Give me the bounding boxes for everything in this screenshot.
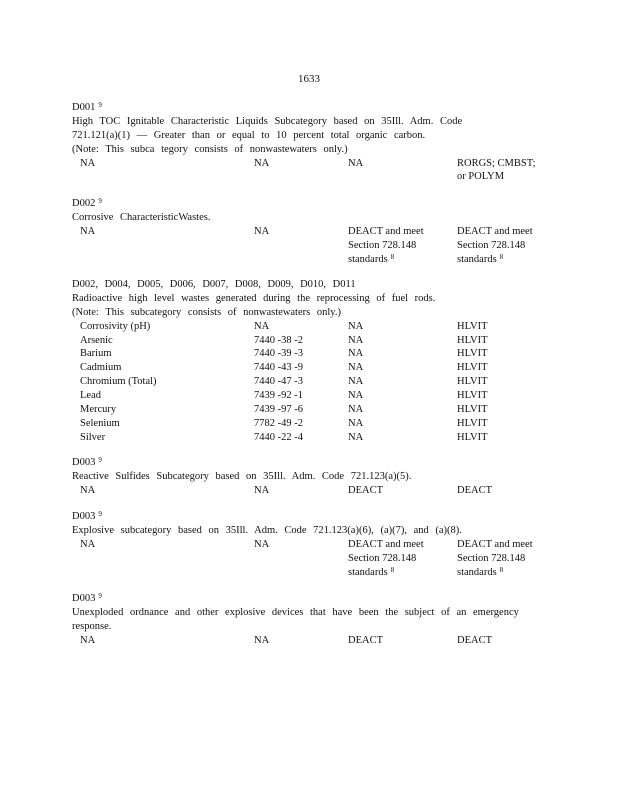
nonwastewater-standard: HLVIT bbox=[457, 362, 488, 374]
standards-row bbox=[72, 225, 552, 267]
constituent-row bbox=[72, 334, 552, 348]
waste-code: D003 $^9$ bbox=[72, 456, 102, 468]
section-d003-unexploded bbox=[72, 592, 552, 648]
wastewater-cas: NA bbox=[80, 538, 96, 550]
cas-number: NA bbox=[254, 225, 270, 237]
standards-row bbox=[72, 157, 552, 185]
description-line: Corrosive CharacteristicWastes. bbox=[72, 211, 211, 223]
description-line: Unexploded ordnance and other explosive devices that have been the subject of an emergency bbox=[72, 606, 519, 618]
standards-row bbox=[72, 484, 552, 498]
constituent-row bbox=[72, 320, 552, 334]
constituent-name: Arsenic bbox=[80, 334, 113, 346]
nonwastewater-standard: HLVIT bbox=[457, 334, 488, 346]
waste-code: D002, D004, D005, D006, D007, D008, D009, D010, D011 bbox=[72, 279, 356, 290]
cas-number: NA bbox=[254, 157, 270, 169]
cas-number: NA bbox=[254, 484, 270, 496]
footnote-marker: 8 bbox=[390, 252, 395, 261]
section-d003-explosive bbox=[72, 510, 552, 580]
wastewater-cas: NA bbox=[80, 484, 96, 496]
nonwastewater-standard: DEACT bbox=[457, 484, 492, 496]
constituent-name: Cadmium bbox=[80, 362, 122, 374]
cas-number: 7439 -92 -1 bbox=[254, 390, 303, 402]
constituent-name: Mercury bbox=[80, 404, 117, 416]
constituent-name: Lead bbox=[80, 390, 101, 402]
waste-code: D001 $^9$ bbox=[72, 101, 102, 113]
nonwastewater-standard: RORGS; CMBST; or POLYM bbox=[457, 157, 536, 183]
footnote-marker: 9 bbox=[98, 456, 102, 464]
footnote-marker: 9 bbox=[98, 101, 102, 109]
cas-number: 7440 -22 -4 bbox=[254, 431, 303, 443]
wastewater-cas: NA bbox=[80, 157, 96, 169]
wastewater-standard: NA bbox=[348, 390, 364, 402]
waste-code: D003 $^9$ bbox=[72, 510, 102, 522]
constituent-name: Chromium (Total) bbox=[80, 376, 157, 388]
description-line: response. bbox=[72, 620, 112, 632]
page-number: 1633 bbox=[298, 73, 320, 85]
description-line: (Note: This subca tegory consists of nonwastewaters only.) bbox=[72, 143, 348, 155]
wastewater-standard: NA bbox=[348, 404, 364, 416]
footnote-marker: 8 bbox=[390, 565, 395, 574]
description-line: Reactive Sulfides Subcategory based on 35Ill. Adm. Code 721.123(a)(5). bbox=[72, 470, 412, 482]
waste-code: D002 $^9$ bbox=[72, 197, 102, 209]
constituent-row bbox=[72, 361, 552, 375]
wastewater-standard: NA bbox=[348, 376, 364, 388]
wastewater-standard: DEACT bbox=[348, 634, 383, 646]
wastewater-cas: NA bbox=[80, 225, 96, 237]
cas-number: NA bbox=[254, 538, 270, 550]
cas-number: 7440 -38 -2 bbox=[254, 334, 303, 346]
cas-number: NA bbox=[254, 320, 270, 332]
nonwastewater-standard: HLVIT bbox=[457, 431, 488, 443]
constituent-name: Silver bbox=[80, 431, 106, 443]
section-radioactive bbox=[72, 278, 552, 445]
footnote-marker: 9 bbox=[98, 592, 102, 600]
nonwastewater-standard: DEACT and meet Section 728.148 standards $^8$ bbox=[457, 538, 533, 578]
wastewater-standard: NA bbox=[348, 320, 364, 332]
footnote-marker: 8 bbox=[499, 252, 504, 261]
wastewater-standard: DEACT bbox=[348, 484, 383, 496]
nonwastewater-standard: HLVIT bbox=[457, 390, 488, 402]
wastewater-standard: NA bbox=[348, 417, 364, 429]
cas-number: 7440 -43 -9 bbox=[254, 362, 303, 374]
nonwastewater-standard: HLVIT bbox=[457, 404, 488, 416]
constituent-row bbox=[72, 375, 552, 389]
wastewater-standard: NA bbox=[348, 362, 364, 374]
wastewater-standard: NA bbox=[348, 334, 364, 346]
footnote-marker: 9 bbox=[98, 510, 102, 518]
constituent-row bbox=[72, 389, 552, 403]
description-line: (Note: This subcategory consists of nonwastewaters only.) bbox=[72, 306, 341, 318]
cas-number: 7440 -47 -3 bbox=[254, 376, 303, 388]
section-d002 bbox=[72, 197, 552, 267]
waste-code: D003 $^9$ bbox=[72, 592, 102, 604]
wastewater-standard: NA bbox=[348, 431, 364, 443]
wastewater-standard: DEACT and meet Section 728.148 standards $^8$ bbox=[348, 538, 424, 578]
constituent-row bbox=[72, 431, 552, 445]
standards-row bbox=[72, 538, 552, 580]
cas-number: 7440 -39 -3 bbox=[254, 348, 303, 360]
nonwastewater-standard: HLVIT bbox=[457, 320, 488, 332]
wastewater-standard: DEACT and meet Section 728.148 standards $^8$ bbox=[348, 225, 424, 265]
constituent-table bbox=[72, 320, 552, 445]
footnote-marker: 8 bbox=[499, 565, 504, 574]
description-line: Radioactive high level wastes generated during the reprocessing of fuel rods. bbox=[72, 292, 436, 304]
constituent-row bbox=[72, 417, 552, 431]
nonwastewater-standard: DEACT and meet Section 728.148 standards $^8$ bbox=[457, 225, 533, 265]
nonwastewater-standard: DEACT bbox=[457, 634, 492, 646]
wastewater-standard: NA bbox=[348, 157, 364, 169]
wastewater-cas: NA bbox=[80, 634, 96, 646]
footnote-marker: 9 bbox=[98, 197, 102, 205]
cas-number: 7782 -49 -2 bbox=[254, 417, 303, 429]
constituent-row bbox=[72, 403, 552, 417]
section-d003-reactive bbox=[72, 456, 552, 498]
constituent-name: Barium bbox=[80, 348, 112, 360]
constituent-name: Corrosivity (pH) bbox=[80, 320, 151, 332]
description-line: 721.121(a)(1) — Greater than or equal to 10 percent total organic carbon. bbox=[72, 129, 426, 141]
nonwastewater-standard: HLVIT bbox=[457, 417, 488, 429]
description-line: High TOC Ignitable Characteristic Liquids Subcategory based on 35Ill. Adm. Code bbox=[72, 115, 463, 127]
section-d001 bbox=[72, 101, 552, 185]
cas-number: NA bbox=[254, 634, 270, 646]
wastewater-standard: NA bbox=[348, 348, 364, 360]
nonwastewater-standard: HLVIT bbox=[457, 376, 488, 388]
constituent-row bbox=[72, 347, 552, 361]
description-line: Explosive subcategory based on 35Ill. Adm. Code 721.123(a)(6), (a)(7), and (a)(8). bbox=[72, 524, 462, 536]
constituent-name: Selenium bbox=[80, 417, 120, 429]
standards-row bbox=[72, 634, 552, 648]
cas-number: 7439 -97 -6 bbox=[254, 404, 303, 416]
nonwastewater-standard: HLVIT bbox=[457, 348, 488, 360]
